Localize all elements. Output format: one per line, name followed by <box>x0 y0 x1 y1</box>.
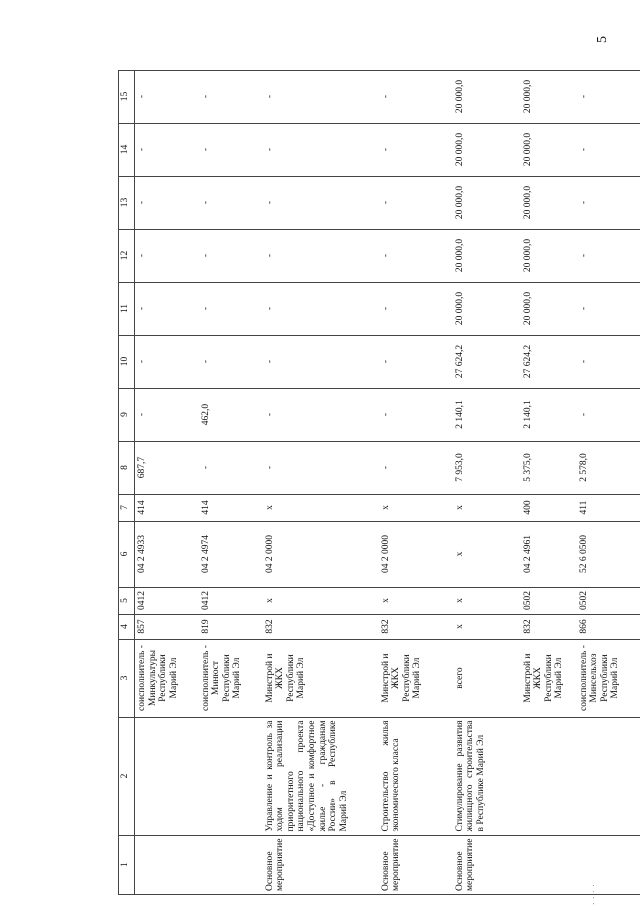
value-2017-cell: 20 000,0 <box>453 229 521 282</box>
value-2020-cell: - <box>379 70 453 123</box>
value-2014-cell: - <box>263 388 379 441</box>
grbs-code-cell: 819 <box>199 614 263 639</box>
header-cell: 3 <box>119 639 135 717</box>
vr-code-cell: 400 <box>521 494 577 521</box>
table-row <box>135 70 199 894</box>
vr-code-cell: 414 <box>135 494 199 521</box>
value-2015-cell: - <box>135 335 199 388</box>
value-2018-cell: - <box>135 176 199 229</box>
value-2020-cell: 20 000,0 <box>453 70 521 123</box>
rzpr-code-cell: x <box>379 587 453 614</box>
value-2013-cell: 2 578,0 <box>577 441 640 494</box>
value-2019-cell: 20 000,0 <box>453 123 521 176</box>
value-2013-cell: 5 375,0 <box>521 441 577 494</box>
value-2014-cell: 462,0 <box>199 388 263 441</box>
scan-mark: · · · · <box>590 883 598 905</box>
header-cell: 6 <box>119 521 135 587</box>
csr-code-cell: x <box>453 521 521 587</box>
value-2016-cell: - <box>379 282 453 335</box>
table-row <box>263 70 379 894</box>
table-row <box>199 70 263 894</box>
vr-code-cell: x <box>453 494 521 521</box>
vr-code-cell: x <box>379 494 453 521</box>
value-2016-cell: 20 000,0 <box>453 282 521 335</box>
value-2019-cell: - <box>379 123 453 176</box>
section-type-cell: Основное мероприятие <box>453 835 521 894</box>
value-2020-cell: - <box>577 70 640 123</box>
header-cell: 11 <box>119 282 135 335</box>
measure-name-cell: Управление и контроль за ходом реализации приоритетного национального проекта «Доступное и комфортное жилье - гражданам России» в Республике Марий Эл <box>263 717 379 835</box>
value-2015-cell: - <box>577 335 640 388</box>
executor-cell: Минстрой и ЖКХ Республики Марий Эл <box>521 639 577 717</box>
value-2016-cell: - <box>135 282 199 335</box>
rzpr-code-cell: 0412 <box>199 587 263 614</box>
vr-code-cell: 411 <box>577 494 640 521</box>
vr-code-cell: 414 <box>199 494 263 521</box>
header-cell: 1 <box>119 835 135 894</box>
table-row <box>521 70 577 894</box>
executor-cell: Минстрой и ЖКХ Республики Марий Эл <box>379 639 453 717</box>
executor-cell: соисполнитель - Минсельхоз Республики Марий Эл <box>577 639 640 717</box>
vr-code-cell: x <box>263 494 379 521</box>
header-row <box>119 70 135 894</box>
value-2016-cell: 20 000,0 <box>521 282 577 335</box>
value-2014-cell: - <box>577 388 640 441</box>
value-2019-cell: - <box>199 123 263 176</box>
section-type-cell <box>135 835 199 894</box>
table-body <box>119 70 640 894</box>
value-2018-cell: - <box>379 176 453 229</box>
header-cell: 5 <box>119 587 135 614</box>
measure-name-cell: Строительство жилья экономического класса <box>379 717 453 835</box>
executor-cell: соисполнитель - Минюст Республики Марий Эл <box>199 639 263 717</box>
value-2017-cell: - <box>577 229 640 282</box>
value-2018-cell: - <box>263 176 379 229</box>
table-row <box>379 70 453 894</box>
section-type-cell: Основное мероприятие <box>263 835 379 894</box>
grbs-code-cell: 857 <box>135 614 199 639</box>
value-2013-cell: - <box>199 441 263 494</box>
section-type-cell <box>521 835 577 894</box>
csr-code-cell: 52 6 0500 <box>577 521 640 587</box>
table-row <box>577 70 640 894</box>
value-2013-cell: - <box>263 441 379 494</box>
table-row <box>453 70 521 894</box>
value-2020-cell: - <box>199 70 263 123</box>
header-cell: 14 <box>119 123 135 176</box>
grbs-code-cell: 832 <box>263 614 379 639</box>
value-2018-cell: 20 000,0 <box>453 176 521 229</box>
rzpr-code-cell: 0412 <box>135 587 199 614</box>
value-2018-cell: 20 000,0 <box>521 176 577 229</box>
grbs-code-cell: 866 <box>577 614 640 639</box>
value-2013-cell: 687,7 <box>135 441 199 494</box>
value-2014-cell: - <box>379 388 453 441</box>
measure-name-cell <box>199 717 263 835</box>
value-2020-cell: 20 000,0 <box>521 70 577 123</box>
section-type-cell <box>577 835 640 894</box>
header-cell: 8 <box>119 441 135 494</box>
header-cell: 4 <box>119 614 135 639</box>
value-2019-cell: 20 000,0 <box>521 123 577 176</box>
value-2020-cell: - <box>263 70 379 123</box>
header-cell: 10 <box>119 335 135 388</box>
program-table <box>118 70 640 895</box>
value-2016-cell: - <box>263 282 379 335</box>
csr-code-cell: 04 2 4974 <box>199 521 263 587</box>
grbs-code-cell: 832 <box>521 614 577 639</box>
value-2017-cell: - <box>379 229 453 282</box>
rzpr-code-cell: x <box>263 587 379 614</box>
measure-name-cell: Стимулирование развития жилищного строительства в Республике Марий Эл <box>453 717 521 835</box>
measure-name-cell <box>521 717 577 835</box>
value-2016-cell: - <box>577 282 640 335</box>
value-2013-cell: - <box>379 441 453 494</box>
value-2017-cell: 20 000,0 <box>521 229 577 282</box>
csr-code-cell: 04 2 4961 <box>521 521 577 587</box>
section-type-cell <box>199 835 263 894</box>
value-2015-cell: - <box>379 335 453 388</box>
section-type-cell: Основное мероприятие <box>379 835 453 894</box>
executor-cell: всего <box>453 639 521 717</box>
grbs-code-cell: x <box>453 614 521 639</box>
header-cell: 2 <box>119 717 135 835</box>
value-2020-cell: - <box>135 70 199 123</box>
csr-code-cell: 04 2 0000 <box>379 521 453 587</box>
value-2015-cell: 27 624,2 <box>521 335 577 388</box>
value-2015-cell: 27 624,2 <box>453 335 521 388</box>
executor-cell: соисполнитель - Минкультуры Республики Марий Эл <box>135 639 199 717</box>
csr-code-cell: 04 2 0000 <box>263 521 379 587</box>
value-2019-cell: - <box>577 123 640 176</box>
value-2015-cell: - <box>263 335 379 388</box>
header-cell: 13 <box>119 176 135 229</box>
value-2017-cell: - <box>263 229 379 282</box>
value-2019-cell: - <box>135 123 199 176</box>
value-2014-cell: 2 140,1 <box>453 388 521 441</box>
value-2017-cell: - <box>135 229 199 282</box>
value-2018-cell: - <box>577 176 640 229</box>
executor-cell: Минстрой и ЖКХ Республики Марий Эл <box>263 639 379 717</box>
value-2017-cell: - <box>199 229 263 282</box>
value-2016-cell: - <box>199 282 263 335</box>
value-2019-cell: - <box>263 123 379 176</box>
page-number: 5 <box>595 36 610 43</box>
value-2015-cell: - <box>199 335 263 388</box>
rzpr-code-cell: x <box>453 587 521 614</box>
rzpr-code-cell: 0502 <box>577 587 640 614</box>
measure-name-cell <box>135 717 199 835</box>
value-2013-cell: 7 953,0 <box>453 441 521 494</box>
measure-name-cell <box>577 717 640 835</box>
value-2018-cell: - <box>199 176 263 229</box>
header-cell: 9 <box>119 388 135 441</box>
header-cell: 7 <box>119 494 135 521</box>
csr-code-cell: 04 2 4933 <box>135 521 199 587</box>
value-2014-cell: 2 140,1 <box>521 388 577 441</box>
header-cell: 15 <box>119 70 135 123</box>
grbs-code-cell: 832 <box>379 614 453 639</box>
rzpr-code-cell: 0502 <box>521 587 577 614</box>
header-cell: 12 <box>119 229 135 282</box>
value-2014-cell: - <box>135 388 199 441</box>
